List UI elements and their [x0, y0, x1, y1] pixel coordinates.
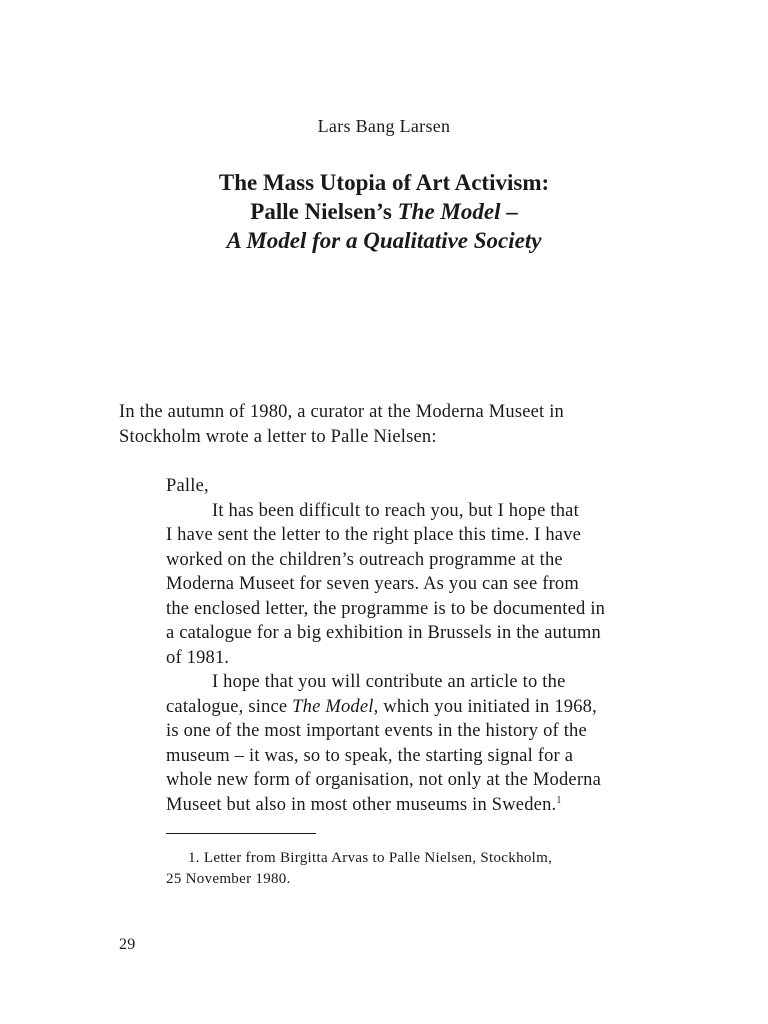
title-line-2-suffix: –	[500, 199, 518, 224]
letter-line: a catalogue for a big exhibition in Brussels in the autumn	[166, 623, 601, 643]
footnote-line: 25 November 1980.	[166, 871, 291, 887]
title-line-1: The Mass Utopia of Art Activism:	[218, 170, 550, 195]
title-work-name: The Model	[397, 199, 501, 224]
letter-line	[166, 793, 656, 818]
letter-line: I hope that you will contribute an article to the	[212, 672, 566, 692]
letter-line: is one of the most important events in the history of the	[166, 721, 587, 741]
quoted-letter	[166, 474, 656, 817]
intro-paragraph	[119, 400, 659, 450]
footnote-divider	[166, 833, 316, 834]
letter-line-prefix: catalogue, since	[166, 696, 293, 717]
letter-line: museum – it was, so to speak, the starting signal for a	[166, 745, 574, 766]
intro-line: Stockholm wrote a letter to Palle Nielsen:	[119, 427, 437, 447]
letter-line: worked on the children’s outreach programme at the	[166, 549, 563, 570]
letter-line: the enclosed letter, the programme is to be documented in	[166, 598, 606, 619]
letter-line: Moderna Museet for seven years. As you can see from	[166, 574, 579, 594]
letter-work-name: The Model	[292, 696, 374, 717]
letter-line: whole new form of organisation, not only at the Moderna	[166, 770, 602, 790]
footnote	[166, 848, 656, 890]
footnote-line: 1. Letter from Birgitta Arvas to Palle Nielsen, Stockholm,	[188, 850, 553, 866]
chapter-title	[0, 168, 768, 255]
title-line-2	[0, 197, 768, 226]
author-name: Lars Bang Larsen	[317, 116, 451, 136]
title-line-3	[0, 226, 768, 255]
footnote-marker[interactable]: 1	[556, 794, 562, 806]
letter-salutation: Palle,	[166, 476, 209, 496]
title-line-2-prefix: Palle Nielsen’s	[250, 199, 398, 224]
letter-line: of 1981.	[166, 647, 230, 668]
letter-last-line-text: Museet but also in most other museums in Sweden.	[166, 794, 557, 815]
letter-line: I have sent the letter to the right place this time. I have	[166, 525, 582, 545]
letter-line: It has been difficult to reach you, but I hope that	[212, 500, 579, 521]
letter-line-suffix: , which you initiated in 1968,	[373, 696, 597, 717]
title-subtitle: A Model for a Qualitative Society	[226, 228, 542, 253]
page-number: 29	[119, 936, 136, 953]
intro-line: In the autumn of 1980, a curator at the Moderna Museet in	[119, 402, 564, 422]
letter-line	[166, 695, 656, 720]
